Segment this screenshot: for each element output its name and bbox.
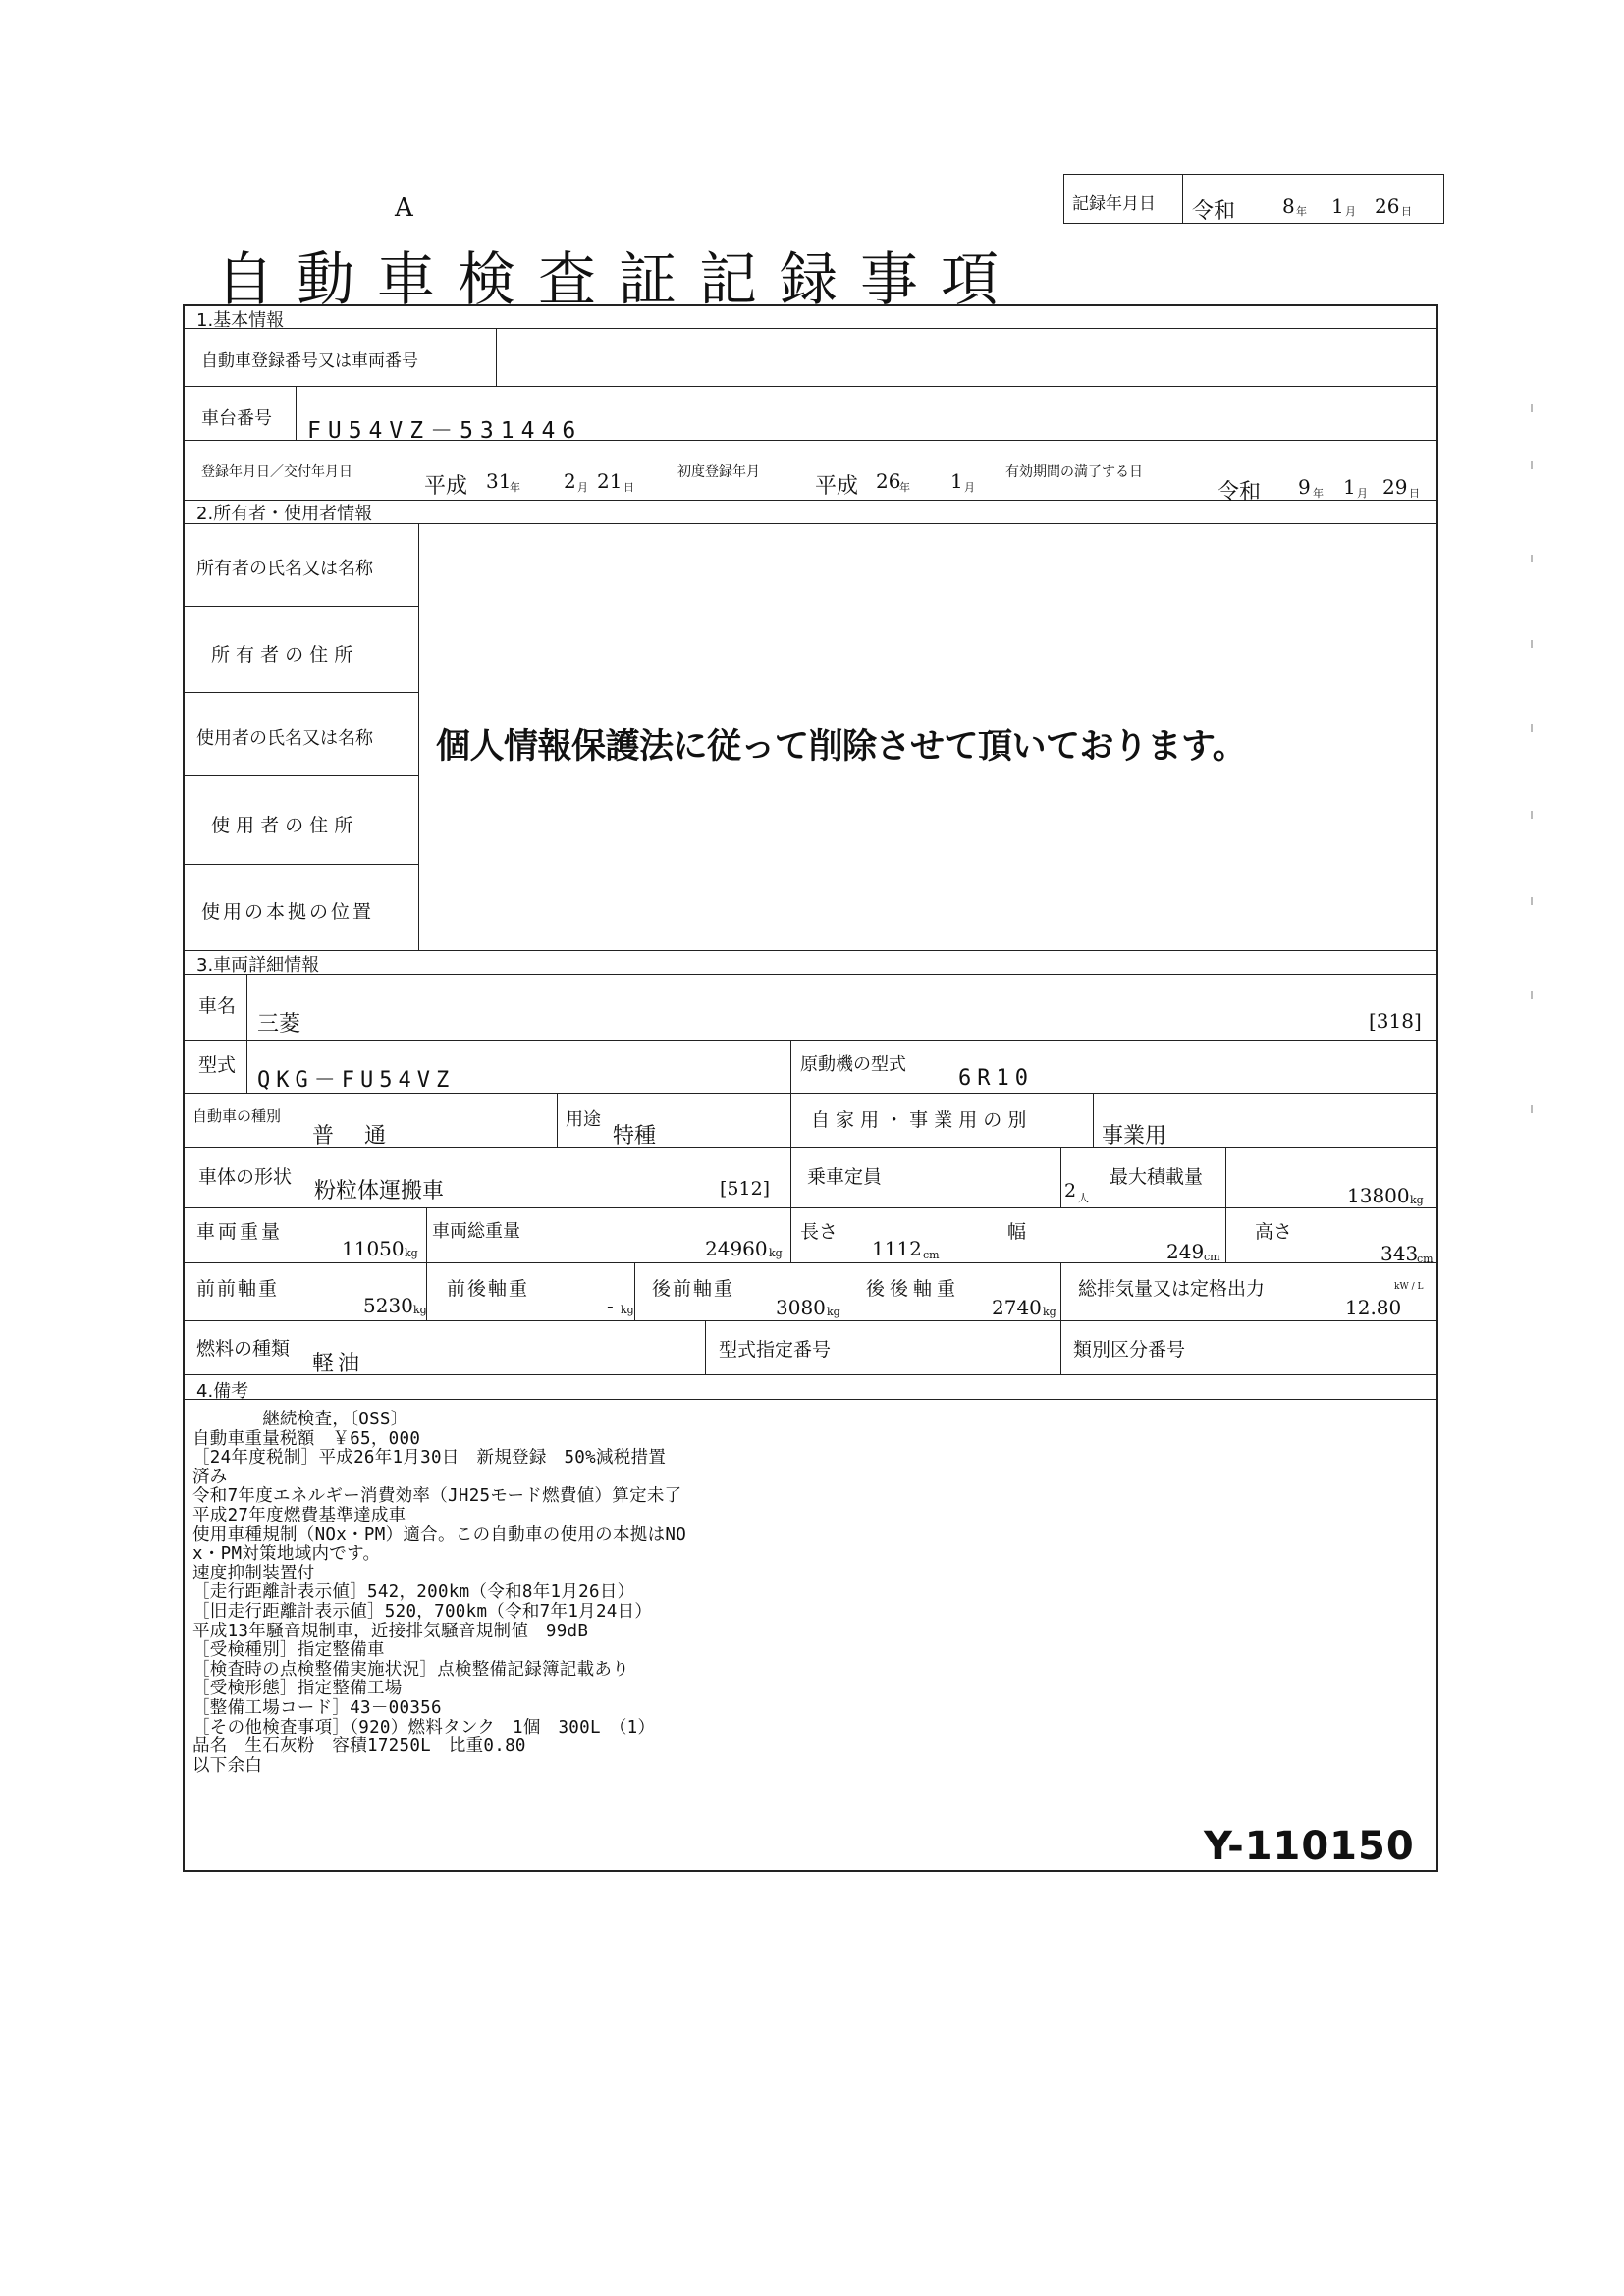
- rule: [183, 1374, 1438, 1375]
- model-value: QKG－FU54VZ: [257, 1068, 456, 1093]
- rule: [790, 1093, 791, 1147]
- height-label: 高さ: [1255, 1221, 1293, 1243]
- section1-heading: 1.基本情報: [196, 310, 285, 331]
- category-label: 類別区分番号: [1073, 1339, 1186, 1361]
- rule: [183, 1207, 1438, 1208]
- expiry-day-unit: 日: [1409, 487, 1420, 500]
- section3-heading: 3.車両詳細情報: [196, 955, 320, 976]
- expiry-day: 29: [1382, 475, 1408, 499]
- length-unit: cm: [923, 1249, 940, 1261]
- fr-axle-value: -: [607, 1294, 614, 1317]
- maker-code: [318]: [1369, 1009, 1422, 1033]
- expiry-label: 有効期間の満了する日: [1005, 464, 1143, 480]
- remarks-text: [192, 1411, 1410, 1776]
- rule: [705, 1320, 706, 1374]
- capacity-label: 乗車定員: [807, 1166, 883, 1188]
- rule: [183, 692, 418, 693]
- height-unit: cm: [1417, 1253, 1434, 1265]
- remark-line: ［旧走行距離計表示値］520，700km（令和7年1月24日）: [192, 1601, 653, 1622]
- rule: [1060, 1147, 1061, 1207]
- first-reg-year: 26: [876, 469, 901, 493]
- rule: [790, 1040, 791, 1093]
- first-reg-era: 平成: [815, 474, 859, 499]
- margin-tick: [1531, 404, 1533, 412]
- expiry-year: 9: [1298, 475, 1311, 499]
- use-label: 用途: [566, 1109, 601, 1130]
- fr-axle-label: 前後軸重: [447, 1278, 530, 1300]
- gross-weight-label: 車両総重量: [432, 1221, 520, 1242]
- record-date-day: 26: [1375, 194, 1400, 218]
- gross-weight-unit: kg: [769, 1247, 783, 1259]
- rule: [183, 974, 1438, 975]
- type-designation-label: 型式指定番号: [719, 1339, 832, 1361]
- reg-date-year-unit: 年: [510, 481, 520, 494]
- model-label: 型式: [198, 1054, 237, 1076]
- remark-line: 速度抑制装置付: [192, 1563, 315, 1583]
- reg-date-month-unit: 月: [577, 481, 588, 494]
- max-load-value: 13800: [1347, 1184, 1410, 1207]
- length-value: 1112: [872, 1237, 922, 1260]
- rule: [183, 775, 418, 776]
- record-date-label: 記録年月日: [1072, 194, 1156, 214]
- record-date-month-unit: 月: [1345, 205, 1356, 218]
- remark-line: ［受検種別］指定整備車: [192, 1640, 385, 1661]
- ff-axle-label: 前前軸重: [196, 1278, 280, 1300]
- rule: [1225, 1207, 1226, 1262]
- record-date-era: 令和: [1192, 199, 1236, 224]
- remark-line: ［検査時の点検整備実施状況］点検整備記録簿記載あり: [192, 1659, 629, 1680]
- record-date-box: [1063, 174, 1444, 224]
- rule: [183, 606, 418, 607]
- vehicle-weight-unit: kg: [405, 1247, 418, 1259]
- document-title: 自動車検査証記録事項: [216, 245, 1022, 313]
- fuel-value: 軽油: [312, 1352, 364, 1376]
- rule: [183, 950, 1438, 951]
- margin-tick: [1531, 897, 1533, 905]
- fr-axle-unit: kg: [621, 1304, 634, 1316]
- form-code: A: [395, 193, 413, 223]
- width-unit: cm: [1204, 1251, 1220, 1263]
- section4-heading: 4.備考: [196, 1381, 249, 1402]
- rule: [426, 1207, 427, 1262]
- margin-tick: [1531, 640, 1533, 648]
- reg-date-month: 2: [564, 469, 576, 493]
- ff-axle-unit: kg: [413, 1304, 427, 1316]
- chassis-value: FU54VZ－531446: [307, 418, 583, 444]
- rule: [296, 386, 297, 440]
- rule: [246, 974, 247, 1040]
- remark-line: 以下余白: [192, 1755, 263, 1776]
- vehicle-weight-label: 車両重量: [196, 1221, 284, 1243]
- vehicle-weight-value: 11050: [342, 1237, 405, 1260]
- remark-line: 平成13年騒音規制車，近接排気騒音規制値 99dB: [192, 1621, 589, 1641]
- remark-line: 使用車種規制（NOx・PM）適合。この自動車の使用の本拠はNO: [192, 1524, 687, 1545]
- expiry-month: 1: [1343, 475, 1356, 499]
- height-value: 343: [1380, 1242, 1419, 1265]
- rule: [1060, 1320, 1061, 1374]
- rule: [1093, 1093, 1094, 1147]
- use-value: 特種: [613, 1124, 657, 1148]
- margin-tick: [1531, 1105, 1533, 1113]
- max-load-unit: kg: [1410, 1194, 1424, 1206]
- expiry-month-unit: 月: [1357, 487, 1368, 500]
- fuel-label: 燃料の種類: [196, 1338, 291, 1360]
- max-load-label: 最大積載量: [1110, 1166, 1204, 1188]
- reg-number-label: 自動車登録番号又は車両番号: [201, 351, 418, 371]
- record-date-day-unit: 日: [1401, 205, 1412, 218]
- expiry-year-unit: 年: [1313, 487, 1324, 500]
- reg-date-label: 登録年月日／交付年月日: [201, 464, 352, 480]
- redaction-notice: 個人情報保護法に従って削除させて頂いております。: [436, 727, 1247, 767]
- rule: [183, 864, 418, 865]
- rule: [183, 328, 1438, 329]
- margin-tick: [1531, 461, 1533, 469]
- user-name-label: 使用者の氏名又は名称: [196, 728, 373, 749]
- reg-date-era: 平成: [424, 474, 468, 499]
- remark-line: ［受検形態］指定整備工場: [192, 1679, 403, 1699]
- remark-line: 自動車重量税額 ￥65，000: [192, 1428, 421, 1449]
- body-label: 車体の形状: [198, 1166, 293, 1188]
- rr-axle-value: 2740: [992, 1296, 1042, 1319]
- remark-line: 品名 生石灰粉 容積17250L 比重0.80: [192, 1736, 526, 1757]
- owner-name-label: 所有者の氏名又は名称: [196, 559, 373, 579]
- rule: [496, 328, 497, 386]
- first-reg-month-unit: 月: [964, 481, 975, 494]
- remark-line: ［24年度税制］平成26年1月30日 新規登録 50%減税措置: [192, 1448, 667, 1468]
- rule: [183, 386, 1438, 387]
- remark-line: x・PM対策地域内です。: [192, 1544, 381, 1565]
- length-label: 長さ: [800, 1221, 839, 1243]
- record-date-year: 8: [1282, 194, 1295, 218]
- owner-address-label: 所 有 者 の 住 所: [211, 644, 353, 666]
- rule: [557, 1093, 558, 1147]
- rule: [790, 1147, 791, 1207]
- rule: [183, 1399, 1438, 1400]
- reg-date-day-unit: 日: [623, 481, 634, 494]
- first-reg-label: 初度登録年月: [677, 464, 760, 480]
- rf-axle-label: 後前軸重: [652, 1278, 735, 1300]
- capacity-unit: 人: [1078, 1192, 1089, 1204]
- remark-line: ［その他検査事項］（920）燃料タンク 1個 300L （1）: [192, 1717, 656, 1737]
- remark-line: 済み: [192, 1467, 228, 1487]
- record-date-divider: [1182, 175, 1183, 223]
- rf-axle-unit: kg: [827, 1306, 840, 1318]
- remark-line: 平成27年度燃費基準達成車: [192, 1505, 406, 1525]
- ff-axle-value: 5230: [363, 1294, 413, 1317]
- base-location-label: 使用の本拠の位置: [201, 901, 375, 923]
- capacity-value: 2: [1064, 1180, 1077, 1201]
- kind-label: 自動車の種別: [192, 1107, 282, 1125]
- width-label: 幅: [1007, 1221, 1027, 1243]
- first-reg-month: 1: [950, 469, 963, 493]
- width-value: 249: [1166, 1240, 1205, 1263]
- first-reg-year-unit: 年: [899, 481, 910, 494]
- reg-date-day: 21: [597, 469, 623, 493]
- stock-number: Y-110150: [1204, 1824, 1415, 1869]
- remark-line: 継続検査，〔OSS〕: [192, 1410, 408, 1429]
- rule: [418, 523, 419, 950]
- reg-date-year: 31: [486, 469, 512, 493]
- margin-tick: [1531, 991, 1533, 999]
- rr-axle-label: 後後軸重: [866, 1278, 961, 1300]
- body-value: 粉粒体運搬車: [314, 1179, 445, 1203]
- record-date-year-unit: 年: [1296, 205, 1307, 218]
- rule: [183, 1320, 1438, 1321]
- maker-label: 車名: [198, 995, 237, 1017]
- rule: [790, 1207, 791, 1262]
- maker-value: 三菱: [257, 1012, 301, 1037]
- body-code: [512]: [720, 1178, 771, 1200]
- margin-tick: [1531, 811, 1533, 819]
- rule: [246, 1040, 247, 1093]
- record-date-month: 1: [1331, 194, 1344, 218]
- rule: [1060, 1262, 1061, 1320]
- private-business-label: 自 家 用 ・ 事 業 用 の 別: [811, 1109, 1027, 1131]
- user-address-label: 使 用 者 の 住 所: [211, 815, 353, 836]
- remark-line: ［整備工場コード］43－00356: [192, 1697, 442, 1718]
- engine-value: 6R10: [958, 1066, 1034, 1091]
- section2-heading: 2.所有者・使用者情報: [196, 504, 373, 524]
- engine-label: 原動機の型式: [800, 1054, 906, 1075]
- displacement-unit: kW / L: [1394, 1282, 1424, 1292]
- rule: [1225, 1147, 1226, 1207]
- displacement-label: 総排気量又は定格出力: [1078, 1278, 1266, 1300]
- margin-tick: [1531, 724, 1533, 732]
- margin-tick: [1531, 555, 1533, 562]
- displacement-value: 12.80: [1345, 1296, 1402, 1319]
- rule: [183, 1040, 1438, 1041]
- remark-line: ［走行距離計表示値］542，200km（令和8年1月26日）: [192, 1582, 635, 1603]
- rr-axle-unit: kg: [1043, 1306, 1056, 1318]
- private-business-value: 事業用: [1102, 1124, 1167, 1148]
- chassis-label: 車台番号: [201, 408, 272, 429]
- expiry-era: 令和: [1218, 480, 1262, 505]
- kind-value: 普 通: [312, 1124, 398, 1148]
- remark-line: 令和7年度エネルギー消費効率（JH25モード燃費値）算定未了: [192, 1486, 682, 1507]
- gross-weight-value: 24960: [705, 1237, 768, 1260]
- rule: [183, 1262, 1438, 1263]
- rule: [634, 1262, 635, 1320]
- rf-axle-value: 3080: [776, 1296, 826, 1319]
